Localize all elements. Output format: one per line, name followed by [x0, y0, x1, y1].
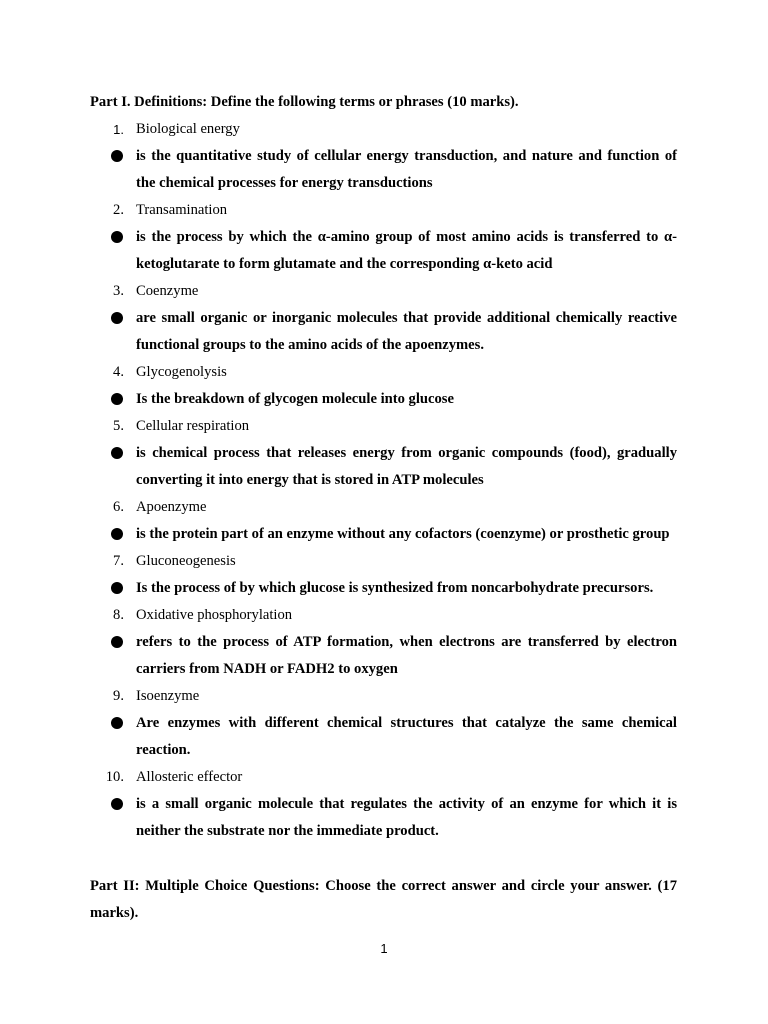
term-label: Gluconeogenesis	[136, 553, 236, 569]
definition-item	[0, 629, 768, 683]
bullet-icon	[111, 393, 123, 405]
bullet-icon	[111, 231, 123, 243]
bullet-icon	[111, 798, 123, 810]
term-item	[0, 602, 768, 629]
term-number: 1.	[113, 122, 124, 137]
definition-text: Is the breakdown of glycogen molecule into glucose	[136, 391, 454, 407]
definition-item	[0, 710, 768, 764]
term-label: Cellular respiration	[136, 418, 250, 434]
bullet-icon	[111, 447, 123, 459]
term-number: 3.	[113, 283, 124, 299]
definition-text: is the protein part of an enzyme without any cofactors (coenzyme) or prosthetic group	[136, 526, 670, 542]
page-number: 1	[380, 941, 388, 956]
term-item	[0, 359, 768, 386]
term-label: Isoenzyme	[136, 688, 200, 704]
definition-item	[0, 521, 768, 548]
term-number: 2.	[113, 202, 124, 218]
bullet-icon	[111, 582, 123, 594]
bullet-icon	[111, 717, 123, 729]
definitions-list	[0, 116, 768, 845]
definition-text: refers to the process of ATP formation, when electrons are transferred by electron carriers from NADH or FADH2 to oxygen	[136, 634, 677, 677]
definition-item	[0, 440, 768, 494]
bullet-icon	[111, 150, 123, 162]
term-number: 5.	[113, 418, 124, 434]
definition-text: is the process by which the α-amino group of most amino acids is transferred to α-ketoglutarate to form glutamate and the corresponding α-keto acid	[136, 229, 677, 272]
term-item	[0, 116, 768, 143]
definition-text: is the quantitative study of cellular energy transduction, and nature and function of the chemical processes for energy transductions	[136, 148, 677, 191]
term-number: 7.	[113, 553, 124, 569]
term-number: 6.	[113, 499, 124, 515]
bullet-icon	[111, 528, 123, 540]
part2-heading: Part II: Multiple Choice Questions: Choose the correct answer and circle your answer. (17 marks).	[90, 878, 677, 921]
term-item	[0, 197, 768, 224]
term-label: Glycogenolysis	[136, 364, 227, 380]
bullet-icon	[111, 312, 123, 324]
term-item	[0, 278, 768, 305]
definition-item	[0, 575, 768, 602]
term-item	[0, 548, 768, 575]
term-number: 4.	[113, 364, 124, 380]
definition-text: are small organic or inorganic molecules that provide additional chemically reactive functional groups to the amino acids of the apoenzymes.	[136, 310, 677, 353]
definition-item	[0, 305, 768, 359]
definition-item	[0, 224, 768, 278]
term-label: Oxidative phosphorylation	[136, 607, 293, 623]
definition-text: is a small organic molecule that regulates the activity of an enzyme for which it is neither the substrate nor the immediate product.	[136, 796, 677, 839]
definition-text: Are enzymes with different chemical structures that catalyze the same chemical reaction.	[136, 715, 677, 758]
part1-heading: Part I. Definitions: Define the following terms or phrases (10 marks).	[90, 94, 519, 110]
term-item	[0, 764, 768, 791]
definition-item	[0, 791, 768, 845]
definition-text: is chemical process that releases energy from organic compounds (food), gradually converting it into energy that is stored in ATP molecules	[136, 445, 677, 488]
definition-item	[0, 143, 768, 197]
definition-item	[0, 386, 768, 413]
term-item	[0, 494, 768, 521]
term-label: Apoenzyme	[136, 499, 207, 515]
term-number: 10.	[105, 769, 124, 785]
term-number: 9.	[113, 688, 124, 704]
term-label: Allosteric effector	[136, 769, 243, 785]
term-item	[0, 413, 768, 440]
term-number: 8.	[113, 607, 124, 623]
term-item	[0, 683, 768, 710]
term-label: Biological energy	[136, 121, 240, 137]
definition-text: Is the process of by which glucose is synthesized from noncarbohydrate precursors.	[136, 580, 654, 596]
term-label: Coenzyme	[136, 283, 199, 299]
term-label: Transamination	[136, 202, 228, 218]
bullet-icon	[111, 636, 123, 648]
